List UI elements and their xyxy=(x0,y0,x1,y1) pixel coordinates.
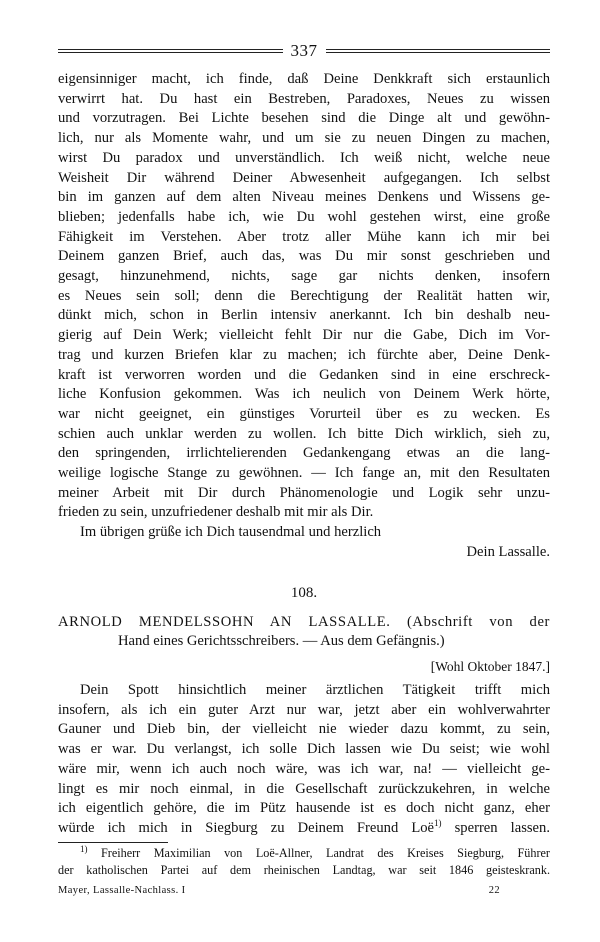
text-line: meiner Arbeit mit Dir durch Phänomenologie und Logik sehr unzu- xyxy=(58,484,550,501)
text-line: insofern, als ich ein guter Arzt nur war, jetzt aber ein wohlverwahrter xyxy=(58,701,550,718)
footer-source: Mayer, Lassalle-Nachlass. I xyxy=(58,884,186,896)
signature: Dein Lassalle. xyxy=(466,543,550,560)
text-line: war nicht geeignet, ein günstiges Vorurteil über es zu wecken. Es xyxy=(58,405,550,422)
text-line: ich eigentlich gehöre, die im Pütz hausende ist es doch nicht ganz, eher xyxy=(58,800,550,817)
text-line: weilige logische Stange zu gewöhnen. — Ich fange an, mit den Resultaten xyxy=(58,465,550,482)
letter-date: [Wohl Oktober 1847.] xyxy=(430,658,550,674)
text-line: Gauner und Dieb bin, der vielleicht nie wieder dazu kommt, zu sein, xyxy=(58,721,550,738)
text-fragment: sperren lassen. xyxy=(441,819,550,836)
text-line: wäre mir, wenn ich auch noch wäre, was ich war, na! — vielleicht ge- xyxy=(58,760,550,777)
text-line: blieben; jedenfalls habe ich, wie Du wohl gestehen wirst, eine große xyxy=(58,208,550,225)
text-fragment: würde ich mich in Siegburg zu Deinem Freund Loë xyxy=(58,819,435,836)
text-line: Dein Spott hinsichtlich meiner ärztlichen Tätigkeit trifft mich xyxy=(80,681,550,698)
footnote-line xyxy=(58,845,550,862)
heading-line: ARNOLD MENDELSSOHN AN LASSALLE. (Abschrift von der xyxy=(58,613,550,630)
text-line: verwirrt hat. Du hast ein Bestreben, Paradoxes, Neues zu wissen xyxy=(58,90,550,107)
text-line: Fähigkeit im Verstehen. Aber trotz aller Mühe kann ich mir bei xyxy=(58,228,550,245)
footnote-text: Freiherr Maximilian von Loë-Allner, Landrat des Kreises Siegburg, Führer xyxy=(87,845,550,860)
text-line: lingt es mir noch einmal, in die Gesellschaft zurückzukehren, in welche xyxy=(58,780,550,797)
header-rule-left xyxy=(58,49,283,53)
text-line: wirst Du paradox und unverständlich. Ich weiß nicht, welche neue xyxy=(58,149,550,166)
footnote xyxy=(58,845,550,879)
letter-body-2 xyxy=(58,681,550,839)
text-line: eigensinniger macht, ich finde, daß Deine Denkkraft sich erstaunlich xyxy=(58,71,550,87)
page-footer xyxy=(58,885,550,896)
text-line: schien auch unklar werden zu wollen. Ich bitte Dich wirklich, sieh zu, xyxy=(58,425,550,442)
text-line: den springenden, irrlichtelierenden Gedankengang etwas an die lang- xyxy=(58,445,550,462)
header-rule-right xyxy=(326,49,551,53)
text-line: gierig auf Dein Werk; vielleicht fehlt Dir nur die Gabe, Dich im Vor- xyxy=(58,327,550,344)
text-line: Weisheit Dir während Deiner Abwesenheit aufgegangen. Ich selbst xyxy=(58,169,550,186)
text-line: gesagt, hinzunehmend, nichts, sage gar nichts denken, insofern xyxy=(58,268,550,285)
text-line: Deinem ganzen Brief, auch das, was Du mir sonst geschrieben und xyxy=(58,248,550,265)
text-line-last xyxy=(58,819,550,839)
page-header xyxy=(58,38,550,64)
closing-line: Im übrigen grüße ich Dich tausendmal und herzlich xyxy=(80,524,382,541)
footnote-ref: 1) xyxy=(434,818,442,829)
text-line: bin im ganzen auf dem alten Niveau meines Denkens und Wissens ge- xyxy=(58,189,550,206)
letter-body-1 xyxy=(58,70,550,563)
text-line: was er war. Du verlangst, ich solle Dich lassen wie Du seist; wie wohl xyxy=(58,741,550,758)
text-line: frieden zu sein, unzufriedener deshalb mit mir als Dir. xyxy=(58,504,374,521)
letter-number: 108. xyxy=(290,584,318,601)
text-line: kraft ist verworren worden und die Gedanken sind in eine erschreck- xyxy=(58,366,550,383)
text-line: liche Konfusion gekommen. Was ich neulich von Deinem Werk hörte, xyxy=(58,386,550,403)
text-line: lich, nur als Momente wahr, und um sie zu neuen Dingen zu machen, xyxy=(58,130,550,147)
heading-line: Hand eines Gerichtsschreibers. — Aus dem Gefängnis.) xyxy=(118,633,445,650)
text-line: es Neues sein soll; denn die Berechtigung der Realität hatten wir, xyxy=(58,287,550,304)
letter-heading xyxy=(58,613,550,652)
document-page xyxy=(58,38,550,896)
footnote-rule xyxy=(58,842,168,843)
signature-mark: 22 xyxy=(488,884,500,896)
footnote-mark: 1) xyxy=(80,843,88,854)
text-line: trag und kurzen Briefen klar zu machen; ich fürchte aber, Deine Denk- xyxy=(58,346,550,363)
footnote-line: der katholischen Partei auf dem rheinischen Landtag, war seit 1846 geisteskrank. xyxy=(58,862,550,877)
text-line: und vorzutragen. Bei Lichte besehen sind die Dinge alt und gewöhn- xyxy=(58,110,550,127)
page-number: 337 xyxy=(290,41,318,60)
text-line: dünkt mich, schon in Berlin intensiv anerkannt. Ich bin deshalb neu- xyxy=(58,307,550,324)
